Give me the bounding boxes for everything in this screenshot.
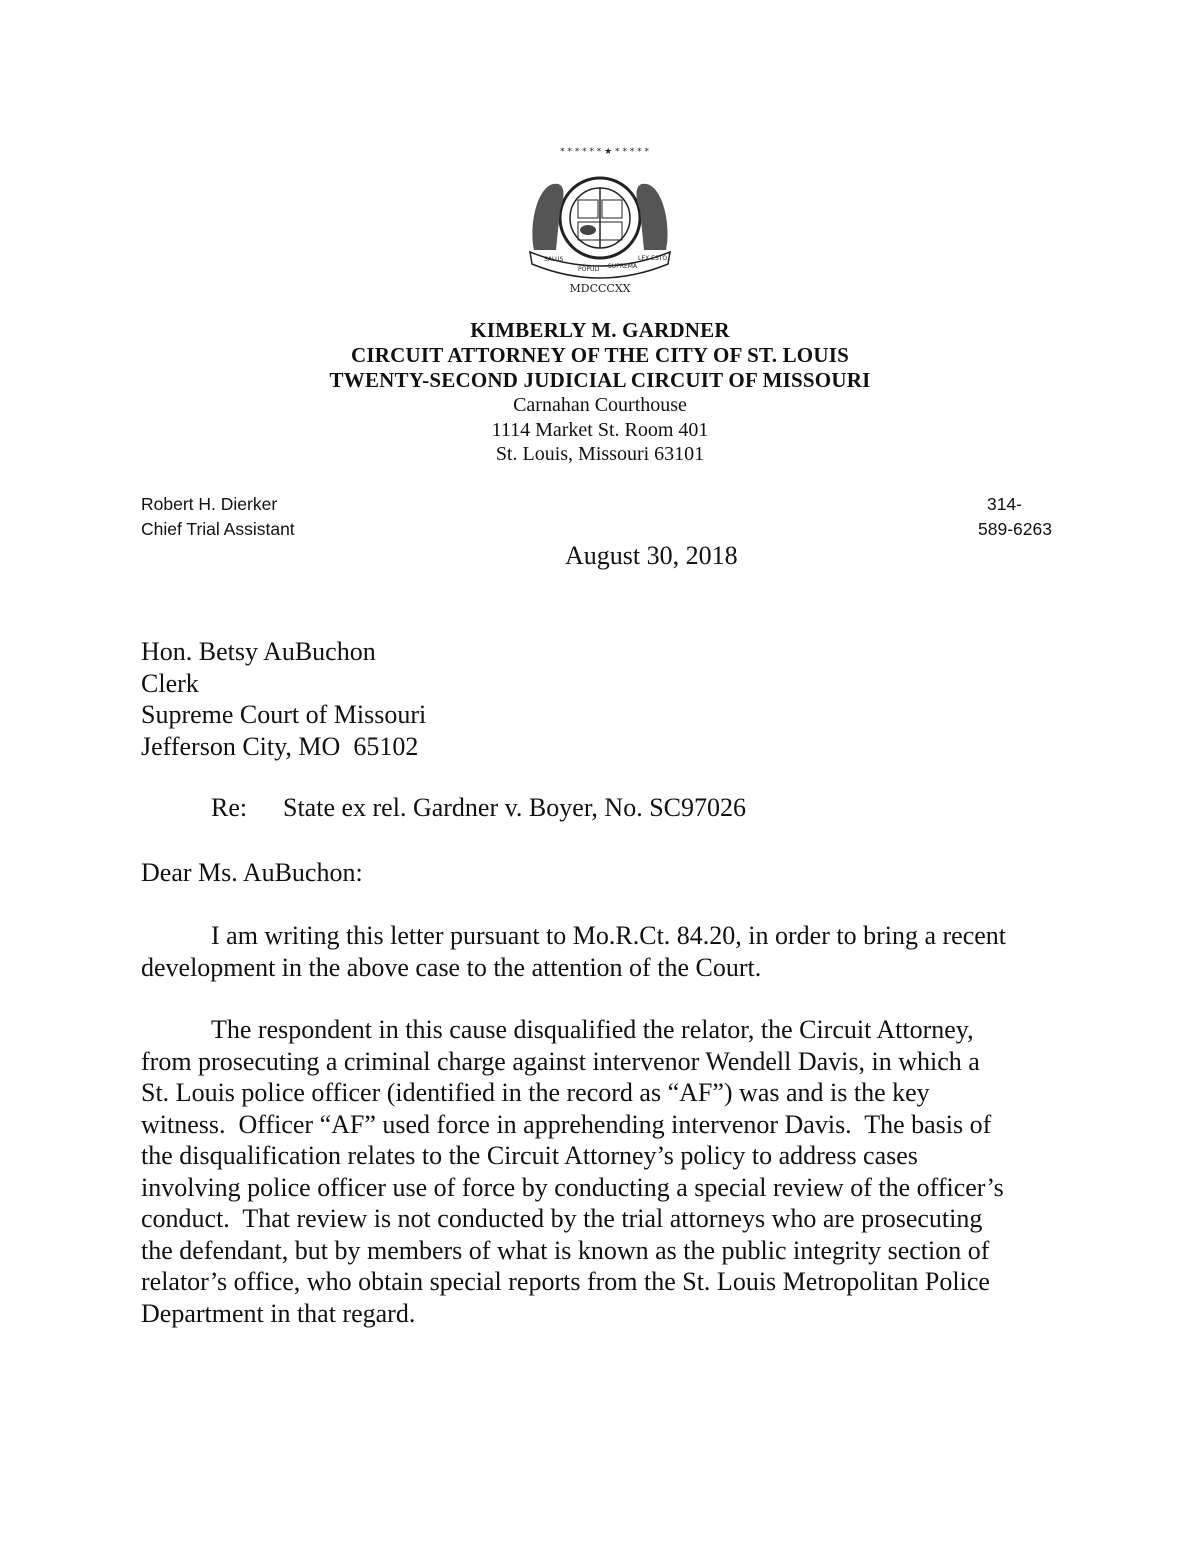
recipient-block (141, 636, 426, 762)
paragraph-line: the defendant, but by members of what is known as the public integrity section of (141, 1235, 990, 1265)
paragraph-line: involving police officer use of force by conducting a special review of the officer’s (141, 1172, 1004, 1202)
letterhead (0, 318, 1200, 467)
svg-text:POPULI: POPULI (578, 266, 600, 273)
paragraph-line: witness. Officer “AF” used force in apprehending intervenor Davis. The basis of (141, 1109, 992, 1139)
paragraph-line: The respondent in this cause disqualified the relator, the Circuit Attorney, (211, 1015, 974, 1044)
paragraph-2 (141, 1014, 1066, 1329)
re-line (211, 792, 746, 824)
paragraph-line: relator’s office, who obtain special reports from the St. Louis Metropolitan Police (141, 1267, 990, 1296)
paragraph-line: conduct. That review is not conducted by the trial attorneys who are prosecuting (141, 1204, 983, 1233)
circuit-title: TWENTY-SECOND JUDICIAL CIRCUIT OF MISSOURI (329, 368, 871, 392)
recipient-address: Jefferson City, MO 65102 (141, 731, 419, 761)
missouri-state-seal-icon (520, 140, 680, 296)
paragraph-line: development in the above case to the attention of the Court. (141, 952, 762, 982)
svg-text:MDCCCXX: MDCCCXX (569, 282, 631, 295)
salutation: Dear Ms. AuBuchon: (141, 858, 363, 887)
phone-line-2: 589-6263 (978, 519, 1052, 539)
office-title: CIRCUIT ATTORNEY OF THE CITY OF ST. LOUIS (351, 343, 849, 367)
phone-line-1: 314- (986, 494, 1022, 514)
paragraph-line: Department in that regard. (141, 1298, 416, 1328)
paragraph-line: from prosecuting a criminal charge against intervenor Wendell Davis, in which a (141, 1046, 980, 1076)
signer-name: Robert H. Dierker (141, 494, 278, 514)
recipient-title: Clerk (141, 668, 199, 698)
svg-text:* * * * * * ★ * * * * *: * * * * * * ★ * * * * * (560, 147, 650, 157)
paragraph-1 (141, 920, 1066, 983)
street-address: 1114 Market St. Room 401 (491, 418, 709, 441)
signer-block (141, 492, 295, 542)
attorney-name: KIMBERLY M. GARDNER (470, 318, 730, 342)
svg-text:SALUS: SALUS (544, 256, 564, 263)
signer-title: Chief Trial Assistant (141, 519, 295, 539)
paragraph-line: I am writing this letter pursuant to Mo.R.Ct. 84.20, in order to bring a recent (211, 921, 1007, 950)
svg-text:SUPREMA: SUPREMA (608, 263, 638, 270)
letter-date: August 30, 2018 (565, 541, 738, 570)
phone-block (960, 492, 1052, 542)
re-subject: State ex rel. Gardner v. Boyer, No. SC97026 (283, 793, 747, 822)
recipient-court: Supreme Court of Missouri (141, 700, 427, 729)
svg-text:LEX ESTO: LEX ESTO (638, 255, 668, 262)
paragraph-line: the disqualification relates to the Circuit Attorney’s policy to address cases (141, 1141, 918, 1170)
paragraph-line: St. Louis police officer (identified in the record as “AF”) was and is the key (141, 1078, 930, 1107)
city-address: St. Louis, Missouri 63101 (495, 443, 705, 465)
building-name: Carnahan Courthouse (513, 394, 687, 416)
re-label: Re: (211, 793, 248, 822)
recipient-name: Hon. Betsy AuBuchon (141, 637, 376, 666)
